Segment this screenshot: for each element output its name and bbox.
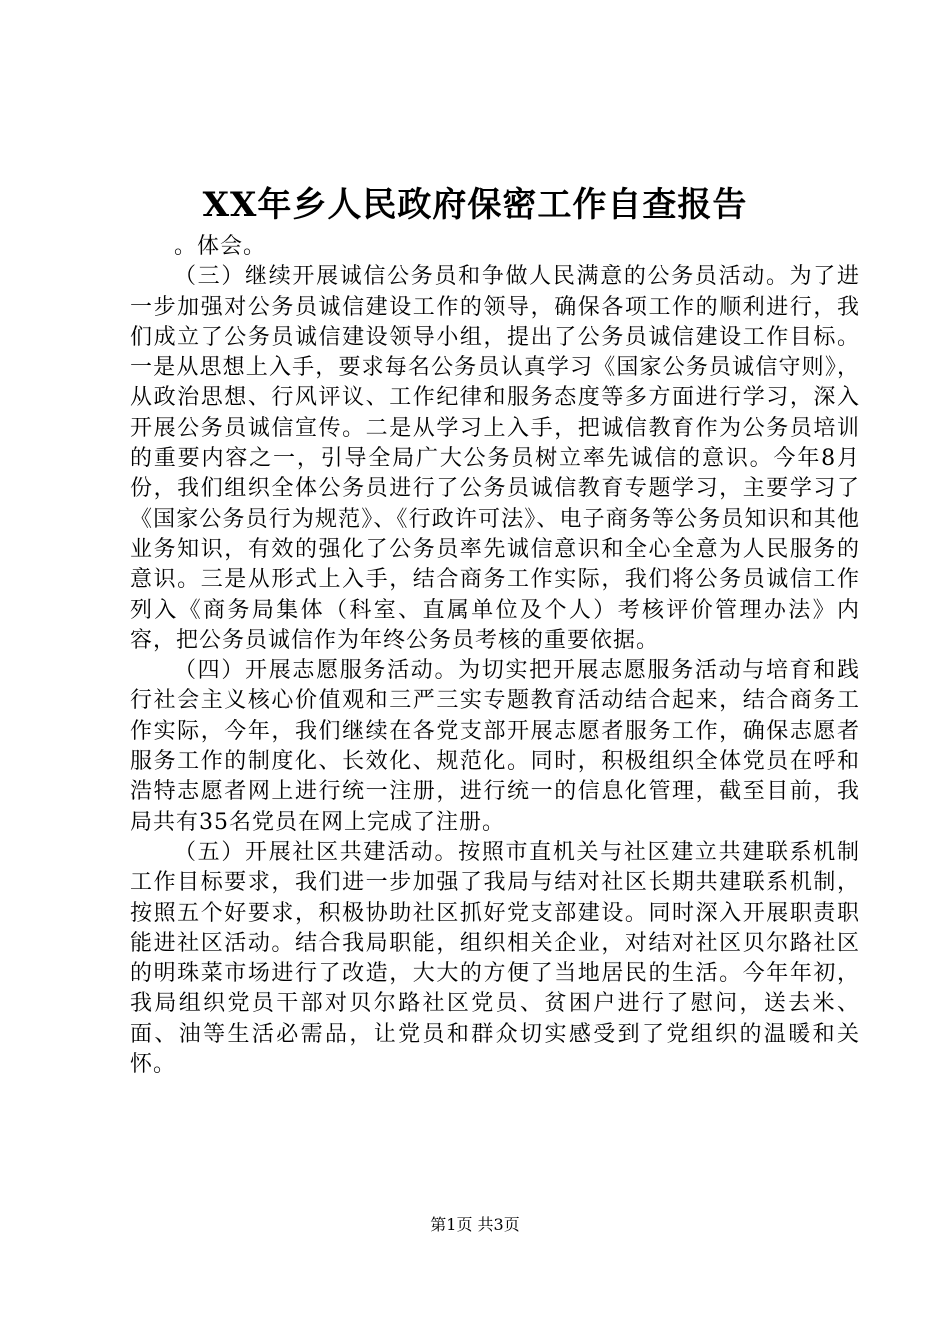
document-body bbox=[130, 232, 860, 1080]
page-number-footer: 第1页 共3页 bbox=[430, 1215, 520, 1234]
paragraph-section-5: （五）开展社区共建活动。按照市直机关与社区建立共建联系机制工作目标要求，我们进一步加强了我局与结对社区长期共建联系机制，按照五个好要求，积极协助社区抓好党支部建设。同时深入开展职责职能进社区活动。结合我局职能，组织相关企业，对结对社区贝尔路社区的明珠菜市场进行了改造，大大的方便了当地居民的生活。今年年初，我局组织党员干部对贝尔路社区党员、贫困户进行了慰问，送去米、面、油等生活必需品，让党员和群众切实感受到了党组织的温暖和关怀。 bbox=[130, 839, 860, 1078]
paragraph-intro: 。体会。 bbox=[174, 234, 267, 259]
paragraph-section-3: （三）继续开展诚信公务员和争做人民满意的公务员活动。为了进一步加强对公务员诚信建设工作的领导，确保各项工作的顺利进行，我们成立了公务员诚信建设领导小组，提出了公务员诚信建设工作目标。一是从思想上入手，要求每名公务员认真学习《国家公务员诚信守则》，从政治思想、行风评议、工作纪律和服务态度等多方面进行学习，深入开展公务员诚信宣传。二是从学习上入手，把诚信教育作为公务员培训的重要内容之一，引导全局广大公务员树立率先诚信的意识。今年8月份，我们组织全体公务员进行了公务员诚信教育专题学习，主要学习了《国家公务员行为规范》、《行政许可法》、电子商务等公务员知识和其他业务知识，有效的强化了公务员率先诚信意识和全心全意为人民服务的意识。三是从形式上入手，结合商务工作实际，我们将公务员诚信工作列入《商务局集体（科室、直属单位及个人）考核评价管理办法》内容，把公务员诚信作为年终公务员考核的重要依据。 bbox=[130, 264, 860, 653]
paragraph-section-4: （四）开展志愿服务活动。为切实把开展志愿服务活动与培育和践行社会主义核心价值观和三严三实专题教育活动结合起来，结合商务工作实际，今年，我们继续在各党支部开展志愿者服务工作，确保志愿者服务工作的制度化、长效化、规范化。同时，积极组织全体党员在呼和浩特志愿者网上进行统一注册，进行统一的信息化管理，截至目前，我局共有35名党员在网上完成了注册。 bbox=[130, 658, 860, 835]
document-title: XX年乡人民政府保密工作自查报告 bbox=[202, 185, 748, 225]
